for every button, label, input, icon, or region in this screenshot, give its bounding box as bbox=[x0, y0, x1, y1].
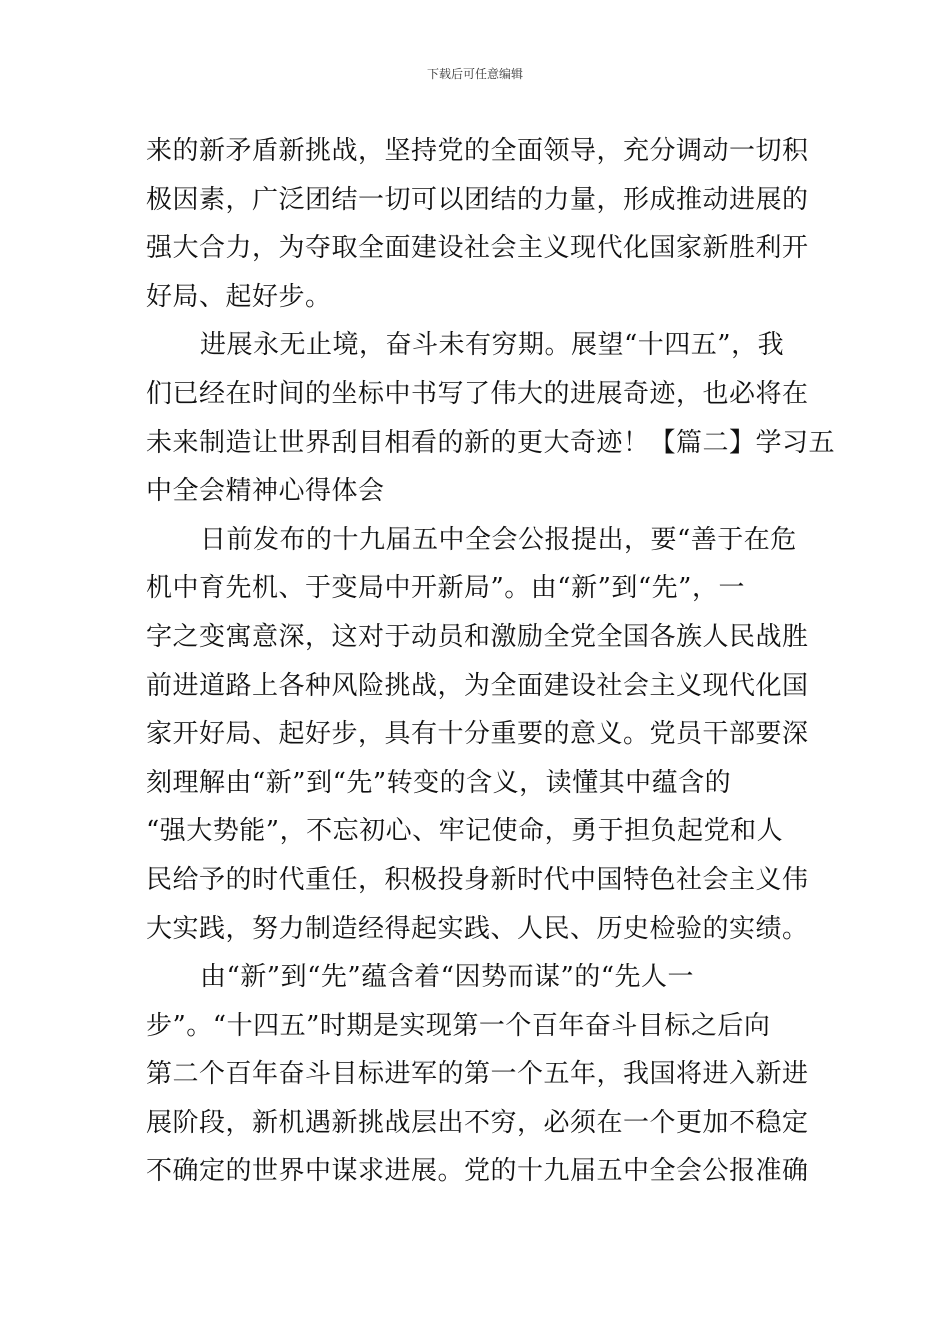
paragraph-3 bbox=[146, 516, 809, 953]
text-line: 来的新矛盾新挑战，坚持党的全面领导，充分调动一切积 bbox=[146, 136, 809, 166]
paragraph-2 bbox=[146, 321, 836, 515]
text-line: 步”。“十四五”时期是实现第一个百年奋斗目标之后向 bbox=[146, 1010, 771, 1041]
text-line: 家开好局、起好步，具有十分重要的意义。党员干部要深 bbox=[146, 719, 809, 750]
text-line: 未来制造让世界刮目相看的新的更大奇迹！【篇二】学习五 bbox=[146, 427, 836, 458]
text-line: 大实践，努力制造经得起实践、人民、历史检验的实绩。 bbox=[146, 913, 809, 944]
text-line: 字之变寓意深，这对于动员和激励全党全国各族人民战胜 bbox=[146, 621, 809, 652]
text-line: 强大合力，为夺取全面建设社会主义现代化国家新胜利开 bbox=[146, 233, 809, 264]
text-line: 们已经在时间的坐标中书写了伟大的进展奇迹，也必将在 bbox=[146, 378, 809, 409]
text-line: 前进道路上各种风险挑战，为全面建设社会主义现代化国 bbox=[146, 670, 809, 701]
text-line: 日前发布的十九届五中全会公报提出，要“善于在危 bbox=[200, 524, 797, 555]
text-line: 第二个百年奋斗目标进军的第一个五年，我国将进入新进 bbox=[146, 1059, 809, 1090]
text-line: 展阶段，新机遇新挑战层出不穷，必须在一个更加不稳定 bbox=[146, 1107, 809, 1138]
paragraph-1 bbox=[146, 127, 809, 321]
text-line: 极因素，广泛团结一切可以团结的力量，形成推动进展的 bbox=[146, 184, 809, 215]
text-line: 刻理解由“新”到“先”转变的含义，读懂其中蕴含的 bbox=[146, 767, 732, 798]
document-body bbox=[146, 127, 836, 1196]
text-line: 好局、起好步。 bbox=[146, 281, 332, 312]
text-line: 由“新”到“先”蕴含着“因势而谋”的“先人一 bbox=[200, 962, 695, 993]
text-line: 不确定的世界中谋求进展。党的十九届五中全会公报准确 bbox=[146, 1156, 809, 1187]
text-line: 进展永无止境，奋斗未有穷期。展望“十四五”，我 bbox=[200, 330, 785, 361]
text-line: 机中育先机、于变局中开新局”。由“新”到“先”，一 bbox=[146, 573, 745, 604]
paragraph-4 bbox=[146, 953, 809, 1196]
text-line: 民给予的时代重任，积极投身新时代中国特色社会主义伟 bbox=[146, 864, 809, 895]
text-line: “强大势能”，不忘初心、牢记使命，勇于担负起党和人 bbox=[146, 816, 784, 847]
text-line: 中全会精神心得体会 bbox=[146, 476, 385, 507]
page-header: 下载后可任意编辑 bbox=[426, 67, 523, 81]
